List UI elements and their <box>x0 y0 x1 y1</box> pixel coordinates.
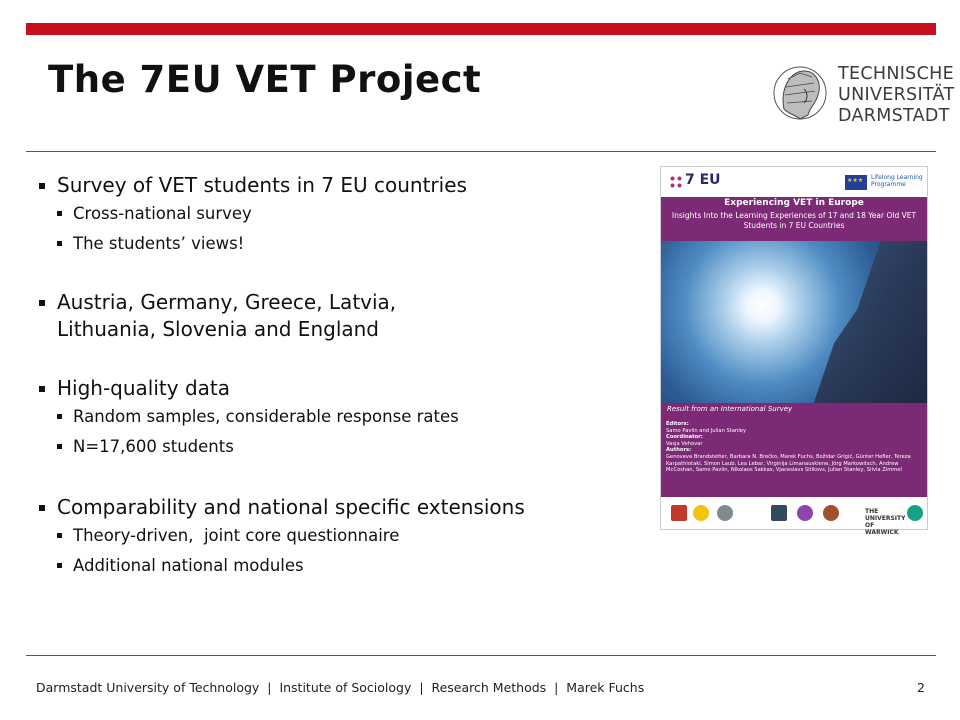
cover-subheading: Insights Into the Learning Experiences of 17 and 18 Year Old VET Students in 7 EU Countries <box>671 211 917 230</box>
sub-bullet-item: Theory-driven, joint core questionnaire <box>57 521 648 551</box>
bullet-item: Comparability and national specific extensions <box>38 494 648 521</box>
cover-program: Lifelong Learning Programme <box>871 174 923 188</box>
sub-bullet-item: Additional national modules <box>57 551 648 581</box>
partner-logo-icon <box>693 505 709 521</box>
authors: Genoveva Brandstetter, Barbara N. Brečko, Marek Fuchs, Božidar Grigić, Günter Hefler, Tereza Karpathiotaki, Simon Laub, Lea Lebar, Virginija Limanauskiene, Jörg Markowitsch, Andrew McCoshan, Samo Pavlin, Nikolaos Sakkas, Vjaceslavs Sitikovs, Julian Stanley, Silvia Zimmel <box>666 453 911 474</box>
editors: Samo Pavlin and Julian Stanley <box>666 427 747 434</box>
bullet-item: Austria, Germany, Greece, Latvia, Lithuania, Slovenia and England <box>38 289 497 343</box>
partner-logo-icon <box>797 505 813 521</box>
logo-wordmark <box>838 64 954 127</box>
7eu-logo-icon <box>669 175 683 189</box>
athena-head-icon <box>770 59 830 131</box>
partner-logo-icon <box>907 505 923 521</box>
partner-logo-icon <box>771 505 787 521</box>
sub-bullet-item: Cross-national survey <box>57 199 648 229</box>
editors-label: Editors: <box>666 421 689 427</box>
logo-line: UNIVERSITÄT <box>838 84 955 105</box>
bullet-group <box>38 494 648 581</box>
partner-logo-icon <box>717 505 733 521</box>
cover-banner-text: Result from an International Survey <box>667 405 793 413</box>
partner-logo-icon <box>671 505 687 521</box>
page-number: 2 <box>917 680 925 695</box>
sub-bullet-item: N=17,600 students <box>57 432 648 462</box>
sub-bullet-item: Random samples, considerable response rates <box>57 402 648 432</box>
bullet-item: High-quality data <box>38 375 648 402</box>
cover-credits <box>666 421 922 474</box>
partner-logo-icon <box>823 505 839 521</box>
bullet-item: Survey of VET students in 7 EU countries <box>38 172 648 199</box>
tu-darmstadt-logo <box>770 56 955 134</box>
eu-flag-icon <box>845 175 867 190</box>
logo-line: TECHNISCHE <box>838 63 954 84</box>
bullet-content <box>38 172 648 581</box>
coordinator: Vasja Vehovar <box>666 440 703 447</box>
coordinator-label: Coordinator: <box>666 434 703 441</box>
bullet-group <box>38 289 648 343</box>
cover-brand: 7 EU <box>685 172 721 188</box>
logo-line: DARMSTADT <box>838 105 950 126</box>
sub-bullet-item: The students’ views! <box>57 229 648 259</box>
warwick-logo: THE UNIVERSITY OF WARWICK <box>865 508 906 536</box>
footer-divider <box>26 655 936 656</box>
report-cover-image <box>660 166 928 536</box>
footer-text: Darmstadt University of Technology | Institute of Sociology | Research Methods | Marek Fuchs <box>36 680 645 695</box>
bullet-group <box>38 172 648 259</box>
authors-label: Authors: <box>666 447 692 454</box>
bullet-group <box>38 375 648 462</box>
cover-heading: Experiencing VET in Europe <box>724 198 864 208</box>
header-divider <box>26 151 936 152</box>
slide-title: The 7EU VET Project <box>48 58 482 101</box>
top-accent-bar <box>26 23 936 35</box>
